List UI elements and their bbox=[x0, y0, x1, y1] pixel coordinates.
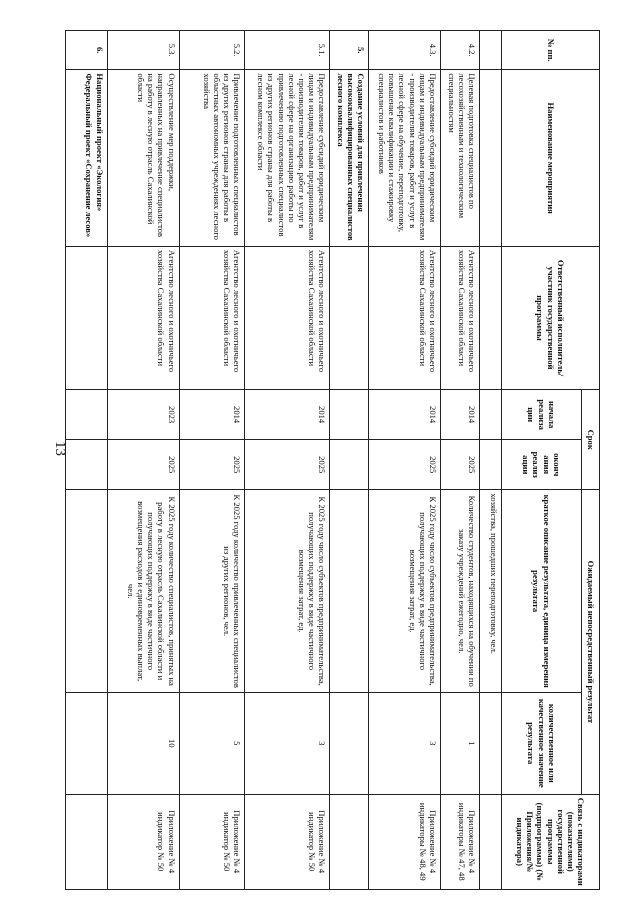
row-brief: К 2025 году число субъектов предпринимательства, получающих поддержку в виде частичного возмещения затрат, ед. bbox=[245, 490, 330, 693]
row-num: 5.2. bbox=[179, 31, 244, 70]
row-name: Целевая подготовка специалистов по лесохозяйственным и технологическим специальностям bbox=[440, 70, 479, 247]
row-responsible bbox=[66, 246, 108, 389]
row-responsible bbox=[330, 246, 369, 389]
row-name: Создание условий для привлечения высококвалифицированных специалистов лесного комплекса bbox=[330, 70, 369, 247]
row-num: 6. bbox=[66, 31, 108, 70]
row-link: Приложение № 4 индикатор № 50 bbox=[179, 794, 244, 890]
table-row bbox=[440, 31, 479, 890]
row-responsible: Агентство лесного и охотничьего хозяйства Сахалинской области bbox=[107, 246, 179, 389]
header-end: оконч ания реализ ации bbox=[502, 440, 582, 490]
row-link: Приложение № 4 индикаторы № 47, 48 bbox=[440, 794, 479, 890]
table-row bbox=[179, 31, 244, 890]
rotated-table-wrapper bbox=[65, 30, 600, 890]
header-name: Наименование мероприятия bbox=[502, 70, 600, 247]
table-row bbox=[368, 31, 440, 890]
row-end bbox=[330, 440, 369, 490]
row-num: 5.3. bbox=[107, 31, 179, 70]
row-end bbox=[480, 440, 502, 490]
row-brief bbox=[66, 490, 108, 693]
row-end: 2025 bbox=[245, 440, 330, 490]
row-name: Предоставление субсидий юридическим лицам и индивидуальным предпринимателям - производителям товаров, работ и услуг в лесной сфере на организацию работы по привлечению подготовленных специалистов из других регионов страны для работы в лесном комплексе области bbox=[245, 70, 330, 247]
row-quantity: 3 bbox=[368, 693, 440, 794]
row-quantity bbox=[330, 693, 369, 794]
row-brief: К 2025 году количество специалистов, принятых на работу в лесную отрасль Сахалинской области и получающих поддержку в виде частичного возмещения расходов и единовременных выплат, чел. bbox=[107, 490, 179, 693]
row-brief: Количество студентов, находящихся на обучении по заказу учреждений ежегодно, чел. bbox=[440, 490, 479, 693]
row-link: Приложение № 4 индикатор № 50 bbox=[107, 794, 179, 890]
header-num: № пп. bbox=[502, 31, 600, 70]
row-quantity: 5 bbox=[179, 693, 244, 794]
row-num: 5.1. bbox=[245, 31, 330, 70]
table-row bbox=[330, 31, 369, 890]
row-name: Национальный проект «Экология» Федеральный проект «Сохранение лесов» bbox=[66, 70, 108, 247]
header-responsible: Ответственный исполнитель/участник государственной программы bbox=[502, 246, 600, 389]
row-end: 2025 bbox=[107, 440, 179, 490]
row-end: 2025 bbox=[179, 440, 244, 490]
row-num: 4.2. bbox=[440, 31, 479, 70]
header-expected: Ожидаемый непосредственный результат bbox=[582, 490, 600, 794]
row-link bbox=[330, 794, 369, 890]
row-num: 5. bbox=[330, 31, 369, 70]
row-link bbox=[66, 794, 108, 890]
row-quantity bbox=[66, 693, 108, 794]
row-brief: К 2025 году число субъектов предпринимательства, получающих поддержку в виде частичного возмещения затрат, ед. bbox=[368, 490, 440, 693]
row-name: Привлечение подготовленных специалистов из других регионов страны для работы в областных автономных учреждениях лесного хозяйства bbox=[179, 70, 244, 247]
row-quantity: 1 bbox=[440, 693, 479, 794]
row-start: 2014 bbox=[440, 390, 479, 440]
row-brief bbox=[330, 490, 369, 693]
table-row bbox=[480, 31, 502, 890]
header-start: начала реализа ции bbox=[502, 390, 582, 440]
row-start: 2014 bbox=[368, 390, 440, 440]
row-responsible: Агентство лесного и охотничьего хозяйства Сахалинской области bbox=[245, 246, 330, 389]
row-start bbox=[330, 390, 369, 440]
row-name: Предоставление субсидий юридическим лицам и индивидуальным предпринимателям - производителям товаров, работ и услуг в лесной сфере на обучение, переподготовку, повышение квалификации и стажировку специалистов и работников bbox=[368, 70, 440, 247]
row-quantity: 3 bbox=[245, 693, 330, 794]
header-quantity: количественное или качественное значение результата bbox=[502, 693, 582, 794]
row-responsible: Агентство лесного и охотничьего хозяйства Сахалинской области bbox=[440, 246, 479, 389]
table-row bbox=[107, 31, 179, 890]
row-start: 2014 bbox=[179, 390, 244, 440]
row-end: 2025 bbox=[440, 440, 479, 490]
table-row bbox=[245, 31, 330, 890]
row-responsible: Агентство лесного и охотничьего хозяйства Сахалинской области bbox=[368, 246, 440, 389]
table-row bbox=[66, 31, 108, 890]
row-start: 2014 bbox=[245, 390, 330, 440]
row-num: 4.3. bbox=[368, 31, 440, 70]
row-num bbox=[480, 31, 502, 70]
header-term: Срок bbox=[582, 390, 600, 490]
page-number: 13 bbox=[52, 441, 68, 456]
row-start bbox=[66, 390, 108, 440]
row-name: Осуществление мер поддержки, направленных на привлечение специалистов на работу в лесную отрасль Сахалинской области bbox=[107, 70, 179, 247]
row-link: Приложение № 4 индикатор № 50 bbox=[245, 794, 330, 890]
row-quantity bbox=[480, 693, 502, 794]
row-start bbox=[480, 390, 502, 440]
row-brief: К 2025 году количество привлеченных специалистов из других регионов, чел. bbox=[179, 490, 244, 693]
row-start: 2023 bbox=[107, 390, 179, 440]
measures-table bbox=[65, 30, 600, 890]
row-responsible: Агентство лесного и охотничьего хозяйства Сахалинской области bbox=[179, 246, 244, 389]
row-quantity: 10 bbox=[107, 693, 179, 794]
row-end bbox=[66, 440, 108, 490]
header-brief: краткое описание результата, единица измерения результата bbox=[502, 490, 582, 693]
row-end: 2025 bbox=[368, 440, 440, 490]
row-responsible bbox=[480, 246, 502, 389]
row-brief: хозяйства, прошедших переподготовку, чел. bbox=[480, 490, 502, 693]
row-link: Приложение № 4 индикаторы № 48, 49 bbox=[368, 794, 440, 890]
row-link bbox=[480, 794, 502, 890]
header-link: Связь с индикаторами (показателями) государственной программы (подпрограммы) (№ Приложения/№ индикатора) bbox=[502, 794, 600, 890]
row-name bbox=[480, 70, 502, 247]
